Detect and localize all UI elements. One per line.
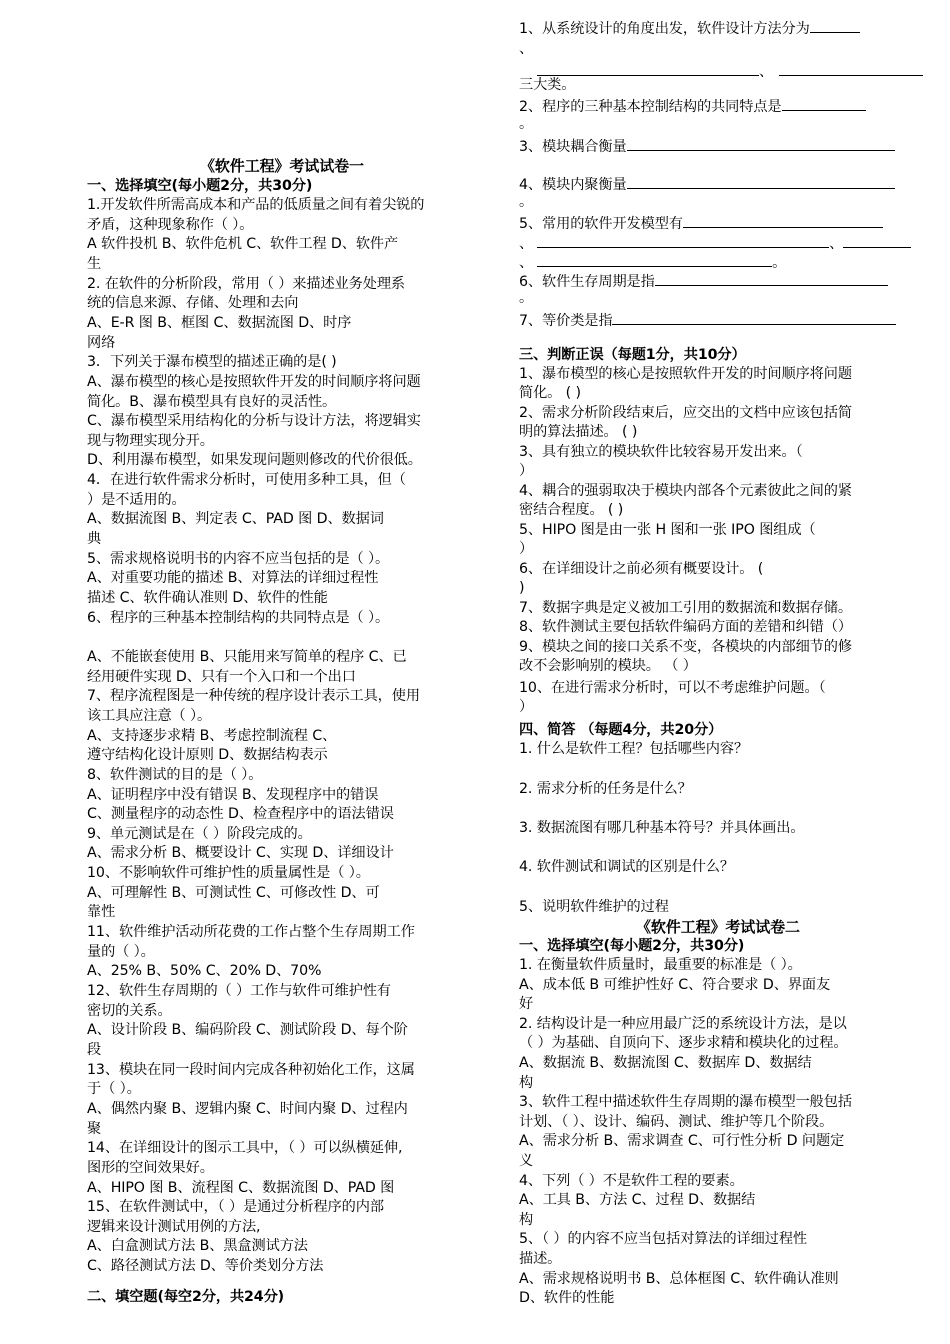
- question-line: 11、软件维护活动所花费的工作占整个生存周期工作: [87, 924, 415, 941]
- exam2-title: 《软件工程》考试试卷二: [636, 918, 800, 936]
- fill-item-3: 3、模块耦合衡量: [519, 135, 919, 157]
- question-line: A、偶然内聚 B、逻辑内聚 C、时间内聚 D、过程内: [87, 1100, 408, 1117]
- true-false-line: 密结合程度。 ( ): [519, 502, 624, 518]
- question-line: 生: [87, 255, 102, 272]
- question-line: C、测量程序的动态性 D、检查程序中的语法错误: [87, 806, 394, 823]
- question-line: 图形的空间效果好。: [87, 1159, 214, 1176]
- true-false-line: 3、具有独立的模块软件比较容易开发出来。（: [519, 444, 803, 460]
- true-false-line: ): [519, 580, 525, 596]
- true-false-line: 简化。 ( ): [519, 385, 581, 401]
- question-line: A 软件投机 B、软件危机 C、软件工程 D、软件产: [87, 236, 399, 253]
- question-line: A、对重要功能的描述 B、对算法的详细过程性: [87, 570, 379, 587]
- true-false-line: 8、软件测试主要包括软件编码方面的差错和纠错（）: [519, 619, 852, 635]
- question-line: 网络: [87, 334, 116, 351]
- exam2-question-line: 义: [519, 1153, 534, 1169]
- fill-item-7: 7、等价类是指: [519, 309, 919, 331]
- exam1-section4-title: 四、简答 （每题4分，共20分）: [519, 722, 723, 738]
- exam2-question-line: 3、软件工程中描述软件生存周期的瀑布模型一般包括: [519, 1094, 852, 1111]
- question-line: A、可理解性 B、可测试性 C、可修改性 D、可: [87, 884, 380, 901]
- fill-item-2: 2、程序的三种基本控制结构的共同特点是: [519, 95, 919, 117]
- exam2-question-line: D、软件的性能: [519, 1290, 615, 1307]
- question-line: 量的（ ）。: [87, 943, 155, 960]
- exam1-section2-title: 二、填空题(每空2分，共24分): [87, 1289, 285, 1305]
- question-line: 遵守结构化设计原则 D、数据结构表示: [87, 747, 328, 764]
- question-line: 2. 在软件的分析阶段，常用（ ）来描述业务处理系: [87, 275, 405, 292]
- exam2-question-line: 5、（ ）的内容不应当包括对算法的详细过程性: [519, 1231, 807, 1248]
- question-line: 矛盾，这种现象称作（ ）。: [87, 216, 254, 233]
- exam2-question-line: 计划、（ ）、设计、编码、测试、维护等几个阶段。: [519, 1113, 834, 1130]
- fill-item-6-end: 。: [519, 290, 534, 306]
- exam2-question-line: 1. 在衡量软件质量时，最重要的标准是（ ）。: [519, 957, 802, 973]
- exam2-question-line: A、数据流 B、数据流图 C、数据库 D、数据结: [519, 1055, 812, 1071]
- question-line: 密切的关系。: [87, 1002, 172, 1019]
- exam1-section1-title: 一、选择填空(每小题2分，共30分): [87, 178, 313, 194]
- question-line: 聚: [87, 1120, 102, 1137]
- question-line: A、数据流图 B、判定表 C、PAD 图 D、数据词: [87, 511, 384, 528]
- question-line: A、设计阶段 B、编码阶段 C、测试阶段 D、每个阶: [87, 1022, 408, 1039]
- exam2-question-line: 构: [519, 1074, 534, 1091]
- true-false-line: 明的算法描述。 ( ): [519, 424, 638, 440]
- question-line: C、瀑布模型采用结构化的分析与设计方法，将逻辑实: [87, 413, 421, 430]
- exam1-title: 《软件工程》考试试卷一: [200, 157, 364, 175]
- exam2-question-line: A、需求分析 B、需求调查 C、可行性分析 D 问题定: [519, 1133, 845, 1150]
- question-line: 统的信息来源、存储、处理和去向: [87, 295, 299, 312]
- exam2-question-line: （ ）为基础、自顶向下、逐步求精和模块化的过程。: [519, 1035, 848, 1052]
- short-answer-1: 1. 什么是软件工程？包括哪些内容？: [519, 741, 749, 757]
- question-line: A、瀑布模型的核心是按照软件开发的时间顺序将问题: [87, 373, 421, 390]
- question-line: A、HIPO 图 B、流程图 C、数据流图 D、PAD 图: [87, 1179, 395, 1196]
- fill-item-1-end: 三大类。: [519, 77, 576, 93]
- question-line: A、白盒测试方法 B、黑盒测试方法: [87, 1238, 308, 1255]
- question-line: 6、程序的三种基本控制结构的共同特点是（ ）。: [87, 609, 390, 626]
- short-answer-4: 4. 软件测试和调试的区别是什么？: [519, 859, 734, 875]
- question-line: 现与物理实现分开。: [87, 432, 214, 449]
- question-line: 该工具应注意（ ）。: [87, 707, 212, 724]
- question-line: 靠性: [87, 904, 116, 921]
- exam2-question-line: A、需求规格说明书 B、总体框图 C、软件确认准则: [519, 1270, 839, 1287]
- fill-item-6: 6、软件生存周期是指: [519, 270, 919, 292]
- exam2-question-line: 构: [519, 1211, 534, 1228]
- question-line: 8、软件测试的目的是（ ）。: [87, 766, 263, 783]
- true-false-line: 6、在详细设计之前必须有概要设计。 (: [519, 561, 764, 577]
- short-answer-3: 3. 数据流图有哪几种基本符号？并具体画出。: [519, 820, 805, 836]
- question-line: 典: [87, 531, 102, 548]
- question-line: ）是不适用的。: [87, 491, 186, 508]
- question-line: 1.开发软件所需高成本和产品的低质量之间有着尖锐的: [87, 197, 425, 213]
- question-line: 经用硬件实现 D、只有一个入口和一个出口: [87, 668, 356, 685]
- question-line: 描述 C、软件确认准则 D、软件的性能: [87, 590, 328, 606]
- question-line: 逻辑来设计测试用例的方法,: [87, 1218, 261, 1235]
- exam2-question-line: A、成本低 B 可维护性好 C、符合要求 D、界面友: [519, 976, 831, 993]
- question-line: A、需求分析 B、概要设计 C、实现 D、详细设计: [87, 845, 394, 862]
- fill-item-4: 4、模块内聚衡量: [519, 173, 919, 195]
- true-false-line: 改不会影响别的模块。 （ ）: [519, 658, 697, 674]
- exam2-question-line: 4、下列（ ）不是软件工程的要素。: [519, 1172, 744, 1189]
- question-line: 10、不影响软件可维护性的质量属性是（ ）。: [87, 865, 370, 882]
- question-line: D、利用瀑布模型，如果发现问题则修改的代价很低。: [87, 452, 422, 469]
- exam2-section1-title: 一、选择填空(每小题2分，共30分): [519, 938, 745, 954]
- question-line: 14、在详细设计的图示工具中，（ ）可以纵横延伸,: [87, 1140, 403, 1157]
- question-line: 13、模块在同一段时间内完成各种初始化工作，这属: [87, 1061, 415, 1078]
- question-line: 于（ ）。: [87, 1081, 141, 1098]
- question-line: A、支持逐步求精 B、考虑控制流程 C、: [87, 727, 337, 744]
- exam2-question-line: 2. 结构设计是一种应用最广泛的系统设计方法，是以: [519, 1015, 847, 1032]
- true-false-line: 1、瀑布模型的核心是按照软件开发的时间顺序将问题: [519, 366, 852, 382]
- question-line: 简化。B、瀑布模型具有良好的灵活性。: [87, 393, 337, 410]
- fill-item-5: 5、常用的软件开发模型有: [519, 212, 919, 234]
- true-false-line: 5、HIPO 图是由一张 H 图和一张 IPO 图组成（: [519, 522, 816, 538]
- fill-item-5-line3: 、 。: [519, 251, 919, 273]
- true-false-line: ）: [519, 463, 534, 479]
- fill-item-1-blanks: 、: [519, 60, 919, 82]
- exam2-question-line: 描述。: [519, 1251, 562, 1267]
- short-answer-2: 2. 需求分析的任务是什么？: [519, 781, 692, 797]
- exam1-section3-title: 三、判断正误（每题1分，共10分）: [519, 347, 746, 363]
- question-line: 12、软件生存周期的（ ）工作与软件可维护性有: [87, 983, 392, 999]
- question-line: 5、需求规格说明书的内容不应当包括的是（ ）。: [87, 550, 390, 567]
- true-false-line: ）: [519, 541, 534, 557]
- question-line: C、路径测试方法 D、等价类划分方法: [87, 1258, 324, 1275]
- question-line: 9、单元测试是在（ ）阶段完成的。: [87, 825, 312, 842]
- fill-item-4-end: 。: [519, 194, 534, 210]
- true-false-line: 2、需求分析阶段结束后，应交出的文档中应该包括简: [519, 405, 852, 421]
- question-line: A、不能嵌套使用 B、只能用来写简单的程序 C、已: [87, 648, 407, 665]
- question-line: 7、程序流程图是一种传统的程序设计表示工具，使用: [87, 688, 420, 705]
- question-line: A、25% B、50% C、20% D、70%: [87, 963, 322, 980]
- short-answer-5: 5、说明软件维护的过程: [519, 899, 669, 915]
- fill-item-2-end: 。: [519, 116, 534, 132]
- question-line: 4．在进行软件需求分析时，可使用多种工具，但（: [87, 472, 406, 489]
- question-line: 段: [87, 1041, 102, 1058]
- question-line: A、E-R 图 B、框图 C、数据流图 D、时序: [87, 314, 352, 331]
- question-line: A、证明程序中没有错误 B、发现程序中的错误: [87, 786, 379, 803]
- question-line: 3．下列关于瀑布模型的描述正确的是( ): [87, 354, 337, 371]
- true-false-line: 4、耦合的强弱取决于模块内部各个元素彼此之间的紧: [519, 483, 852, 499]
- fill-item-5-line2: 、 、: [519, 232, 919, 254]
- fill-item-1: 1、从系统设计的角度出发，软件设计方法分为: [519, 17, 919, 39]
- true-false-line: 7、数据字典是定义被加工引用的数据流和数据存储。: [519, 600, 852, 616]
- exam2-question-line: 好: [519, 996, 534, 1013]
- question-line: 15、在软件测试中，（ ）是通过分析程序的内部: [87, 1199, 384, 1216]
- true-false-line: ）: [519, 699, 534, 715]
- true-false-line: 9、模块之间的接口关系不变，各模块的内部细节的修: [519, 639, 852, 655]
- fill-item-1-sep: 、: [519, 41, 534, 57]
- exam2-question-line: A、工具 B、方法 C、过程 D、数据结: [519, 1192, 756, 1209]
- true-false-line: 10、在进行需求分析时，可以不考虑维护问题。（: [519, 680, 826, 696]
